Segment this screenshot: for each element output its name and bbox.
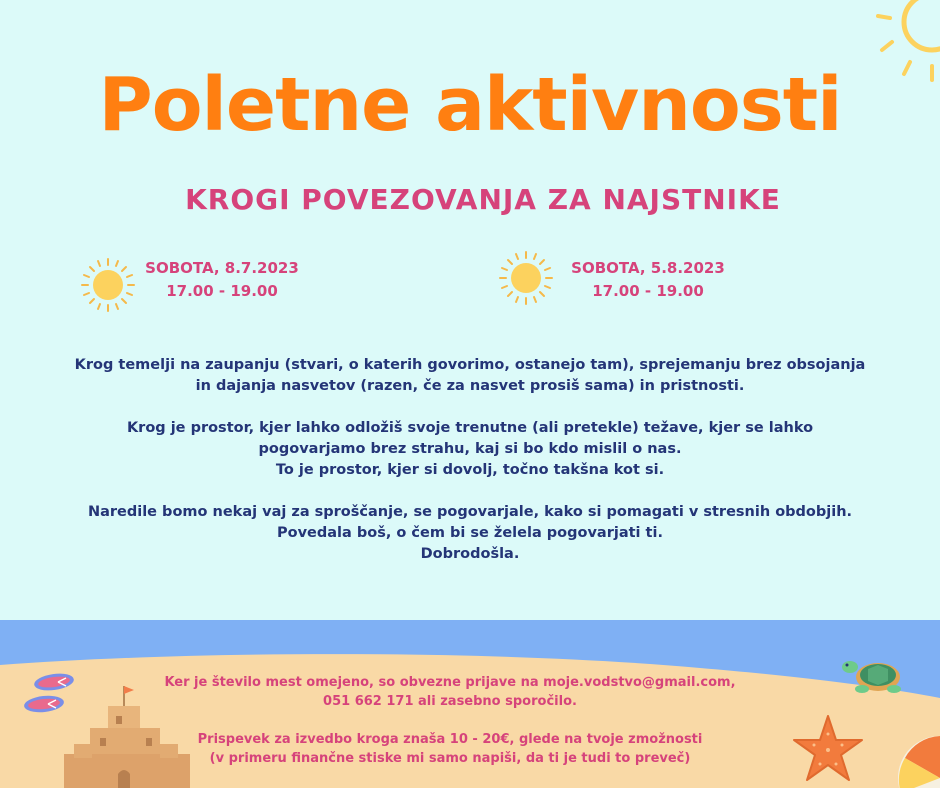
page-subtitle: KROGI POVEZOVANJA ZA NAJSTNIKE — [185, 183, 781, 216]
text-line: Ker je število mest omejeno, so obvezne prijave na moje.vodstvo@gmail.com, — [164, 675, 736, 690]
event-time: 17.00 - 19.00 — [592, 282, 704, 300]
text-line: (v primeru finančne stiske mi samo napiši, da ti je tudi to preveč) — [209, 751, 691, 766]
registration-info — [150, 673, 750, 787]
text-line: Krog temelji na zaupanju (stvari, o katerih govorimo, ostanejo tam), sprejemanju brez obsojanja — [74, 357, 866, 373]
text-line: Povedala boš, o čem bi se želela pogovarjati ti. — [277, 525, 663, 541]
text-line: pogovarjamo brez strahu, kaj si bo kdo mislil o nas. — [258, 441, 682, 457]
text-line: Naredile bomo nekaj vaj za sproščanje, se pogovarjale, kako si pomagati v stresnih obdobjih. — [87, 504, 853, 520]
text-line: Dobrodošla. — [420, 546, 520, 562]
sun-icon — [496, 248, 556, 308]
event-time: 17.00 - 19.00 — [166, 282, 278, 300]
footer-paragraph — [150, 673, 750, 711]
description — [40, 355, 900, 586]
description-paragraph — [40, 355, 900, 397]
page-title: Poletne aktivnosti — [98, 62, 842, 148]
event-date: SOBOTA, 8.7.2023 — [145, 259, 299, 277]
beach-ball-icon — [895, 733, 940, 788]
text-line: 051 662 171 ali zasebno sporočilo. — [323, 694, 577, 709]
description-paragraph — [40, 502, 900, 565]
text-line: in dajanja nasvetov (razen, če za nasvet prosiš sama) in pristnosti. — [195, 378, 745, 394]
turtle-icon — [838, 655, 904, 699]
date-block-2 — [548, 257, 748, 303]
text-line: To je prostor, kjer si dovolj, točno takšna kot si. — [275, 462, 665, 478]
description-paragraph — [40, 418, 900, 481]
text-line: Prispevek za izvedbo kroga znaša 10 - 20€, glede na tvoje zmožnosti — [197, 732, 703, 747]
footer-paragraph — [150, 730, 750, 768]
text-line: Krog je prostor, kjer lahko odložiš svoje trenutne (ali pretekle) težave, kjer se lahko — [126, 420, 814, 436]
starfish-icon — [790, 712, 866, 788]
date-block-1 — [122, 257, 322, 303]
event-date: SOBOTA, 5.8.2023 — [571, 259, 725, 277]
